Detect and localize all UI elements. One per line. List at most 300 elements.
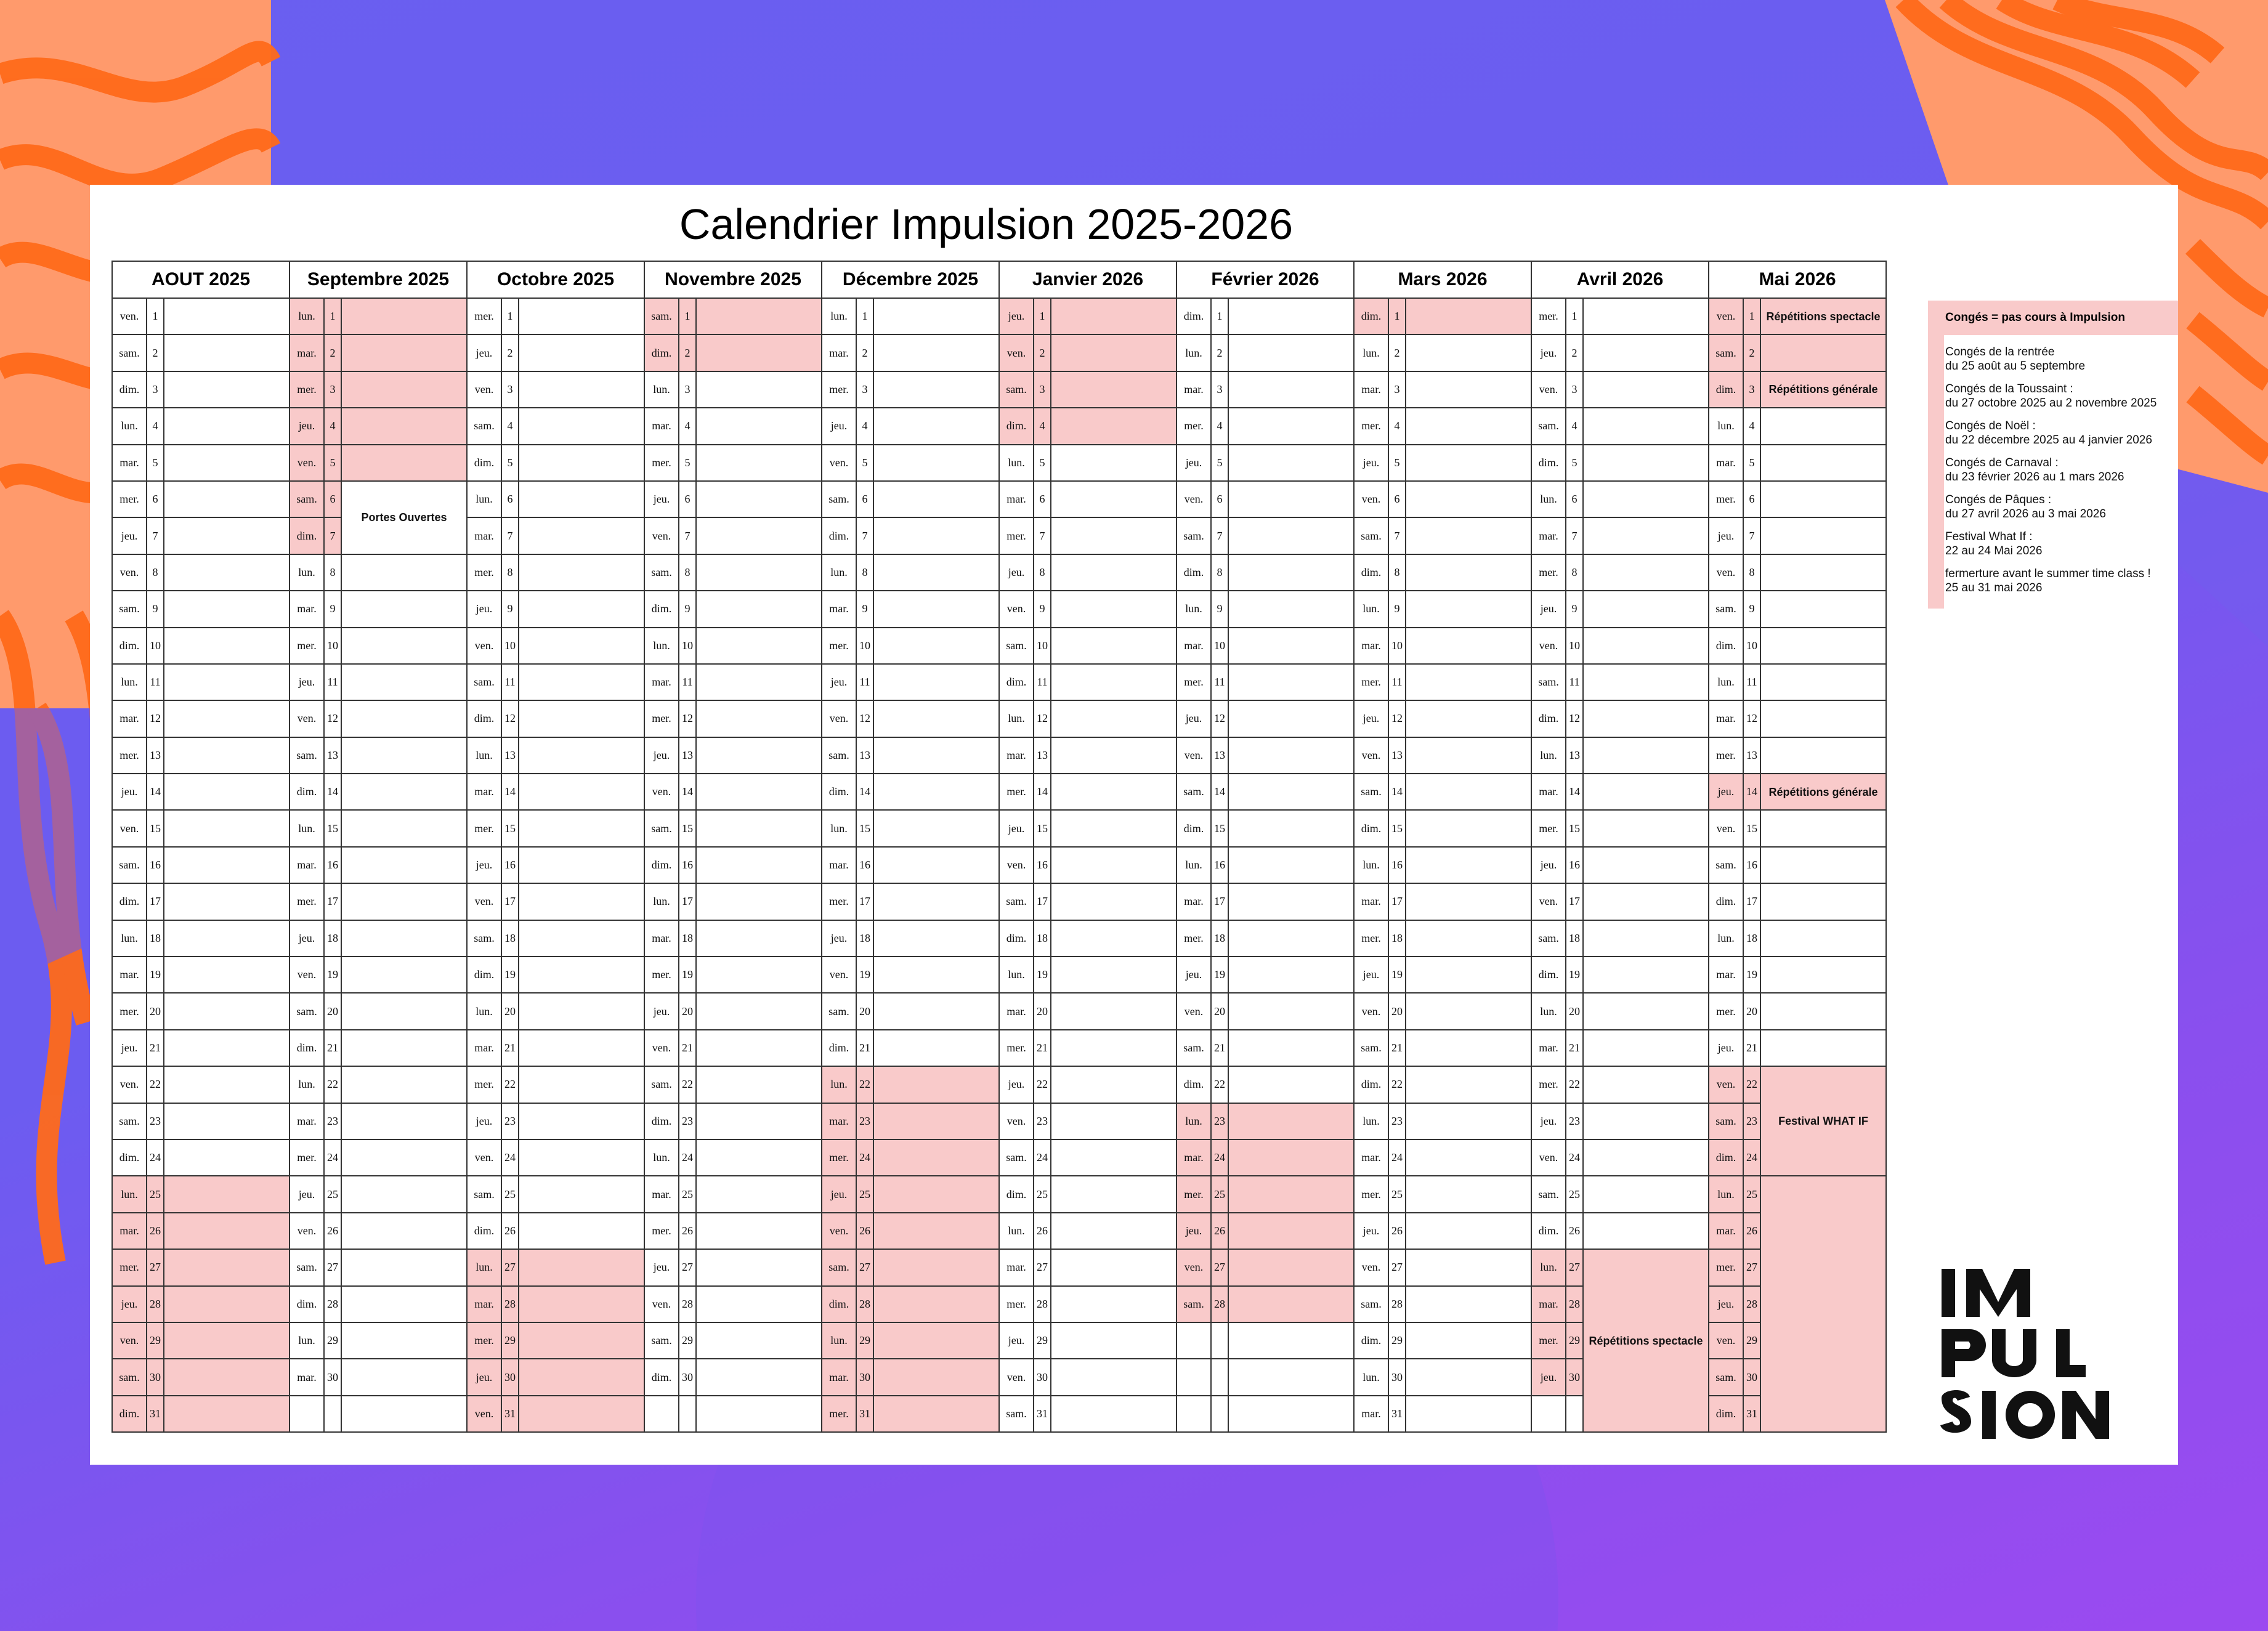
day-name: dim. — [822, 1286, 856, 1322]
day-name: jeu. — [1354, 1213, 1388, 1249]
day-number: 5 — [1566, 445, 1583, 481]
day-number: 14 — [679, 774, 696, 810]
day-name: lun. — [1531, 737, 1566, 774]
day-name: sam. — [112, 1359, 147, 1395]
day-name: ven. — [290, 700, 324, 737]
event-cell — [1406, 993, 1531, 1029]
day-number: 15 — [679, 810, 696, 846]
day-name: mar. — [1177, 883, 1211, 920]
event-cell — [1583, 920, 1709, 957]
day-number: 21 — [679, 1030, 696, 1066]
day-name: mer. — [1354, 920, 1388, 957]
day-number: 24 — [1566, 1139, 1583, 1176]
event-cell — [519, 298, 644, 334]
event-cell — [341, 1322, 467, 1359]
event-cell — [1228, 737, 1354, 774]
day-name: sam. — [1354, 517, 1388, 554]
event-cell — [696, 1249, 822, 1285]
event-cell — [519, 591, 644, 627]
event-cell — [1228, 920, 1354, 957]
day-number: 21 — [1388, 1030, 1406, 1066]
day-name: dim. — [999, 920, 1034, 957]
day-number: 29 — [1034, 1322, 1051, 1359]
day-number: 14 — [1743, 774, 1760, 810]
day-name: ven. — [1709, 1322, 1743, 1359]
day-number: 12 — [501, 700, 519, 737]
event-cell — [1228, 408, 1354, 444]
event-cell — [696, 1213, 822, 1249]
day-number: 29 — [1388, 1322, 1406, 1359]
day-name: sam. — [999, 1139, 1034, 1176]
event-cell — [341, 1286, 467, 1322]
event-cell — [1760, 883, 1886, 920]
day-name: mer. — [1531, 810, 1566, 846]
day-number: 20 — [501, 993, 519, 1029]
event-cell — [164, 957, 290, 993]
day-number: 14 — [1034, 774, 1051, 810]
day-number: 25 — [147, 1176, 164, 1212]
day-number: 23 — [1388, 1103, 1406, 1139]
event-cell — [1406, 481, 1531, 517]
event-cell — [341, 957, 467, 993]
event-cell — [1228, 1396, 1354, 1432]
day-name: sam. — [112, 1103, 147, 1139]
day-name: ven. — [1354, 1249, 1388, 1285]
day-number: 8 — [679, 554, 696, 591]
event-cell — [164, 1286, 290, 1322]
day-name: mer. — [1354, 1176, 1388, 1212]
day-name: jeu. — [999, 1066, 1034, 1103]
day-name: mer. — [999, 1286, 1034, 1322]
event-cell — [1583, 298, 1709, 334]
day-number: 12 — [1388, 700, 1406, 737]
day-name: jeu. — [644, 1249, 679, 1285]
event-cell — [164, 298, 290, 334]
day-number: 19 — [856, 957, 873, 993]
day-number: 27 — [1211, 1249, 1228, 1285]
day-number — [324, 1396, 341, 1432]
event-cell — [519, 1176, 644, 1212]
day-number: 11 — [679, 664, 696, 700]
event-cell — [1051, 920, 1177, 957]
day-number: 2 — [1743, 334, 1760, 371]
event-cell — [1406, 1103, 1531, 1139]
day-number: 22 — [1743, 1066, 1760, 1103]
day-name: mer. — [644, 1213, 679, 1249]
event-cell — [1760, 554, 1886, 591]
month-header: Janvier 2026 — [999, 261, 1177, 298]
legend-item-dates: du 23 février 2026 au 1 mars 2026 — [1945, 471, 2124, 484]
day-number: 17 — [1388, 883, 1406, 920]
day-name: mar. — [822, 591, 856, 627]
day-name: sam. — [999, 371, 1034, 408]
day-name: mer. — [644, 700, 679, 737]
day-number: 2 — [1211, 334, 1228, 371]
day-name: lun. — [999, 1213, 1034, 1249]
day-name: ven. — [112, 1322, 147, 1359]
day-name: mer. — [1531, 1066, 1566, 1103]
event-cell — [1228, 628, 1354, 664]
event-cell — [1406, 1139, 1531, 1176]
event-cell — [1760, 481, 1886, 517]
day-name: dim. — [1709, 883, 1743, 920]
event-cell — [519, 1359, 644, 1395]
day-name: sam. — [112, 591, 147, 627]
day-number: 27 — [147, 1249, 164, 1285]
day-number: 3 — [856, 371, 873, 408]
event-cell — [1051, 298, 1177, 334]
event-cell — [873, 700, 999, 737]
day-name: sam. — [644, 298, 679, 334]
event-cell — [341, 408, 467, 444]
day-number: 12 — [679, 700, 696, 737]
day-name: jeu. — [1709, 1286, 1743, 1322]
day-name: dim. — [1709, 371, 1743, 408]
day-name: dim. — [467, 700, 501, 737]
day-name: mer. — [467, 1322, 501, 1359]
day-name: jeu. — [1177, 1213, 1211, 1249]
event-cell — [1760, 847, 1886, 883]
day-number: 24 — [1743, 1139, 1760, 1176]
day-name: dim. — [290, 774, 324, 810]
day-number: 24 — [501, 1139, 519, 1176]
day-number: 12 — [324, 700, 341, 737]
event-cell — [1583, 408, 1709, 444]
day-name: mar. — [467, 774, 501, 810]
day-name: jeu. — [467, 334, 501, 371]
day-name: mar. — [822, 1359, 856, 1395]
event-cell — [341, 1249, 467, 1285]
day-number: 14 — [1388, 774, 1406, 810]
event-cell — [1406, 1066, 1531, 1103]
event-cell — [1051, 774, 1177, 810]
day-name: dim. — [1354, 1322, 1388, 1359]
event-cell — [1228, 810, 1354, 846]
day-name: mar. — [1177, 1139, 1211, 1176]
day-number: 23 — [324, 1103, 341, 1139]
day-number: 23 — [147, 1103, 164, 1139]
day-name: mar. — [290, 591, 324, 627]
event-cell — [1228, 1249, 1354, 1285]
event-cell — [1583, 664, 1709, 700]
day-number: 8 — [501, 554, 519, 591]
day-name: mer. — [1531, 554, 1566, 591]
day-name: ven. — [1177, 1249, 1211, 1285]
day-name: jeu. — [822, 920, 856, 957]
calendar-row — [112, 664, 1886, 700]
event-cell — [873, 371, 999, 408]
day-number: 25 — [1743, 1176, 1760, 1212]
day-number: 18 — [856, 920, 873, 957]
event-cell — [1760, 517, 1886, 554]
day-name: mer. — [290, 1139, 324, 1176]
event-cell — [873, 1322, 999, 1359]
event-cell — [164, 1249, 290, 1285]
event-cell — [1406, 1396, 1531, 1432]
day-name: mer. — [290, 628, 324, 664]
event-cell — [341, 628, 467, 664]
day-number: 6 — [1034, 481, 1051, 517]
day-number: 16 — [324, 847, 341, 883]
day-name: ven. — [1709, 810, 1743, 846]
day-name: ven. — [112, 298, 147, 334]
day-number: 7 — [324, 517, 341, 554]
day-name: sam. — [290, 1249, 324, 1285]
legend-item — [1945, 456, 2178, 484]
page-title: Calendrier Impulsion 2025-2026 — [679, 200, 1294, 248]
day-name: dim. — [112, 1396, 147, 1432]
day-name: lun. — [644, 1139, 679, 1176]
day-number: 4 — [1388, 408, 1406, 444]
day-name: sam. — [290, 481, 324, 517]
day-name — [1177, 1359, 1211, 1395]
event-cell — [1051, 664, 1177, 700]
event-cell — [519, 445, 644, 481]
calendar-row — [112, 445, 1886, 481]
day-number: 18 — [324, 920, 341, 957]
event-cell — [1051, 1249, 1177, 1285]
day-number: 29 — [1743, 1322, 1760, 1359]
day-name: dim. — [1177, 554, 1211, 591]
event-cell — [696, 371, 822, 408]
event-cell — [1228, 1176, 1354, 1212]
event-cell — [873, 810, 999, 846]
day-number: 17 — [679, 883, 696, 920]
day-name: mar. — [1709, 445, 1743, 481]
day-name: lun. — [1531, 993, 1566, 1029]
event-cell — [1228, 1213, 1354, 1249]
day-name: lun. — [822, 554, 856, 591]
day-number: 10 — [324, 628, 341, 664]
day-name: lun. — [1709, 1176, 1743, 1212]
event-cell — [1760, 1030, 1886, 1066]
day-number: 8 — [1211, 554, 1228, 591]
day-name: mer. — [1709, 737, 1743, 774]
day-name: lun. — [112, 920, 147, 957]
event-cell — [1051, 847, 1177, 883]
event-cell — [1051, 628, 1177, 664]
event-cell — [1406, 737, 1531, 774]
event-cell — [164, 847, 290, 883]
event-cell — [1228, 517, 1354, 554]
day-number: 16 — [147, 847, 164, 883]
day-number: 1 — [501, 298, 519, 334]
day-name: lun. — [467, 481, 501, 517]
day-number: 9 — [147, 591, 164, 627]
day-number: 15 — [856, 810, 873, 846]
day-number: 26 — [501, 1213, 519, 1249]
day-name: ven. — [822, 957, 856, 993]
day-number: 23 — [856, 1103, 873, 1139]
day-name: lun. — [1709, 664, 1743, 700]
event-cell — [519, 1213, 644, 1249]
day-name: dim. — [822, 1030, 856, 1066]
event-cell — [164, 408, 290, 444]
event-cell — [1583, 628, 1709, 664]
day-number: 5 — [1211, 445, 1228, 481]
day-number: 29 — [1566, 1322, 1583, 1359]
day-number: 1 — [324, 298, 341, 334]
day-number: 1 — [1388, 298, 1406, 334]
day-number: 8 — [324, 554, 341, 591]
day-number: 2 — [147, 334, 164, 371]
day-number — [1211, 1359, 1228, 1395]
day-number: 12 — [1211, 700, 1228, 737]
day-name: jeu. — [1531, 334, 1566, 371]
day-number: 5 — [1743, 445, 1760, 481]
day-name: ven. — [1354, 737, 1388, 774]
day-name: sam. — [467, 408, 501, 444]
event-cell — [341, 737, 467, 774]
event-cell — [1051, 957, 1177, 993]
day-name: lun. — [112, 664, 147, 700]
event-cell — [164, 481, 290, 517]
day-name: sam. — [112, 334, 147, 371]
day-number: 28 — [1034, 1286, 1051, 1322]
day-number: 6 — [501, 481, 519, 517]
day-name: sam. — [112, 847, 147, 883]
event-cell — [873, 1359, 999, 1395]
day-name: ven. — [290, 957, 324, 993]
day-name: mar. — [822, 334, 856, 371]
day-name — [290, 1396, 324, 1432]
day-name: mer. — [112, 1249, 147, 1285]
day-number: 26 — [1034, 1213, 1051, 1249]
day-number: 2 — [1566, 334, 1583, 371]
day-number: 17 — [324, 883, 341, 920]
legend — [1928, 301, 2178, 609]
day-number: 29 — [147, 1322, 164, 1359]
event-cell — [1406, 1030, 1531, 1066]
event-cell — [1228, 700, 1354, 737]
day-number: 1 — [1566, 298, 1583, 334]
event-cell — [164, 591, 290, 627]
day-name: ven. — [999, 847, 1034, 883]
day-name: dim. — [1177, 298, 1211, 334]
day-number: 19 — [1211, 957, 1228, 993]
event-cell — [696, 1176, 822, 1212]
event-cell — [1406, 774, 1531, 810]
day-name: sam. — [467, 920, 501, 957]
calendar-row — [112, 481, 1886, 517]
event-cell — [873, 591, 999, 627]
day-number: 8 — [856, 554, 873, 591]
day-name: sam. — [1709, 591, 1743, 627]
event-cell — [1583, 554, 1709, 591]
event-cell — [696, 554, 822, 591]
event-cell — [1583, 847, 1709, 883]
calendar-row — [112, 1030, 1886, 1066]
calendar-row — [112, 1139, 1886, 1176]
day-number: 16 — [501, 847, 519, 883]
day-number: 24 — [324, 1139, 341, 1176]
day-name: mar. — [467, 517, 501, 554]
day-name: jeu. — [999, 298, 1034, 334]
day-number: 4 — [1034, 408, 1051, 444]
event-cell — [696, 920, 822, 957]
day-name: ven. — [1531, 628, 1566, 664]
day-name: mar. — [1531, 1030, 1566, 1066]
event-cell — [1760, 628, 1886, 664]
day-number: 30 — [679, 1359, 696, 1395]
day-number: 28 — [679, 1286, 696, 1322]
day-number: 21 — [1211, 1030, 1228, 1066]
day-name: jeu. — [822, 664, 856, 700]
calendar-row — [112, 957, 1886, 993]
event-cell — [873, 1066, 999, 1103]
day-name: sam. — [1531, 920, 1566, 957]
event-cell — [1760, 334, 1886, 371]
event-cell — [341, 591, 467, 627]
day-name: mar. — [1354, 883, 1388, 920]
day-number: 12 — [1566, 700, 1583, 737]
calendar-table — [111, 261, 1887, 1433]
day-name — [1177, 1322, 1211, 1359]
event-cell: Répétitions générale — [1760, 371, 1886, 408]
day-name: mar. — [644, 664, 679, 700]
day-name: ven. — [1177, 481, 1211, 517]
day-name: mer. — [1177, 664, 1211, 700]
event-cell — [1406, 408, 1531, 444]
day-number: 18 — [1743, 920, 1760, 957]
day-name: mar. — [290, 1359, 324, 1395]
event-cell — [341, 1176, 467, 1212]
day-number: 6 — [856, 481, 873, 517]
event-cell — [1406, 957, 1531, 993]
day-name: ven. — [467, 883, 501, 920]
event-cell — [1760, 957, 1886, 993]
day-name: lun. — [999, 445, 1034, 481]
event-cell: Portes Ouvertes — [341, 481, 467, 554]
calendar-row — [112, 408, 1886, 444]
event-cell — [519, 517, 644, 554]
day-name: mar. — [290, 847, 324, 883]
day-number: 15 — [501, 810, 519, 846]
day-number: 9 — [679, 591, 696, 627]
day-name: dim. — [1531, 445, 1566, 481]
day-number: 23 — [679, 1103, 696, 1139]
day-number: 18 — [1211, 920, 1228, 957]
day-name: mer. — [1354, 408, 1388, 444]
event-cell — [1228, 445, 1354, 481]
day-name: ven. — [1177, 993, 1211, 1029]
day-name: lun. — [467, 737, 501, 774]
day-name: lun. — [290, 298, 324, 334]
day-number: 8 — [1388, 554, 1406, 591]
day-name: lun. — [644, 628, 679, 664]
event-cell — [1760, 591, 1886, 627]
day-name: dim. — [644, 1359, 679, 1395]
day-name: ven. — [112, 810, 147, 846]
day-number: 11 — [1211, 664, 1228, 700]
event-cell — [164, 1103, 290, 1139]
day-name: jeu. — [1531, 591, 1566, 627]
event-cell — [873, 334, 999, 371]
day-number: 3 — [501, 371, 519, 408]
day-name: sam. — [1177, 774, 1211, 810]
day-number: 22 — [1388, 1066, 1406, 1103]
day-name: ven. — [112, 554, 147, 591]
day-number: 13 — [679, 737, 696, 774]
calendar-row — [112, 883, 1886, 920]
day-name: jeu. — [822, 408, 856, 444]
day-name: dim. — [112, 628, 147, 664]
day-number: 9 — [501, 591, 519, 627]
day-name: dim. — [290, 517, 324, 554]
day-name: dim. — [1177, 810, 1211, 846]
day-number: 24 — [1034, 1139, 1051, 1176]
day-number: 27 — [1388, 1249, 1406, 1285]
